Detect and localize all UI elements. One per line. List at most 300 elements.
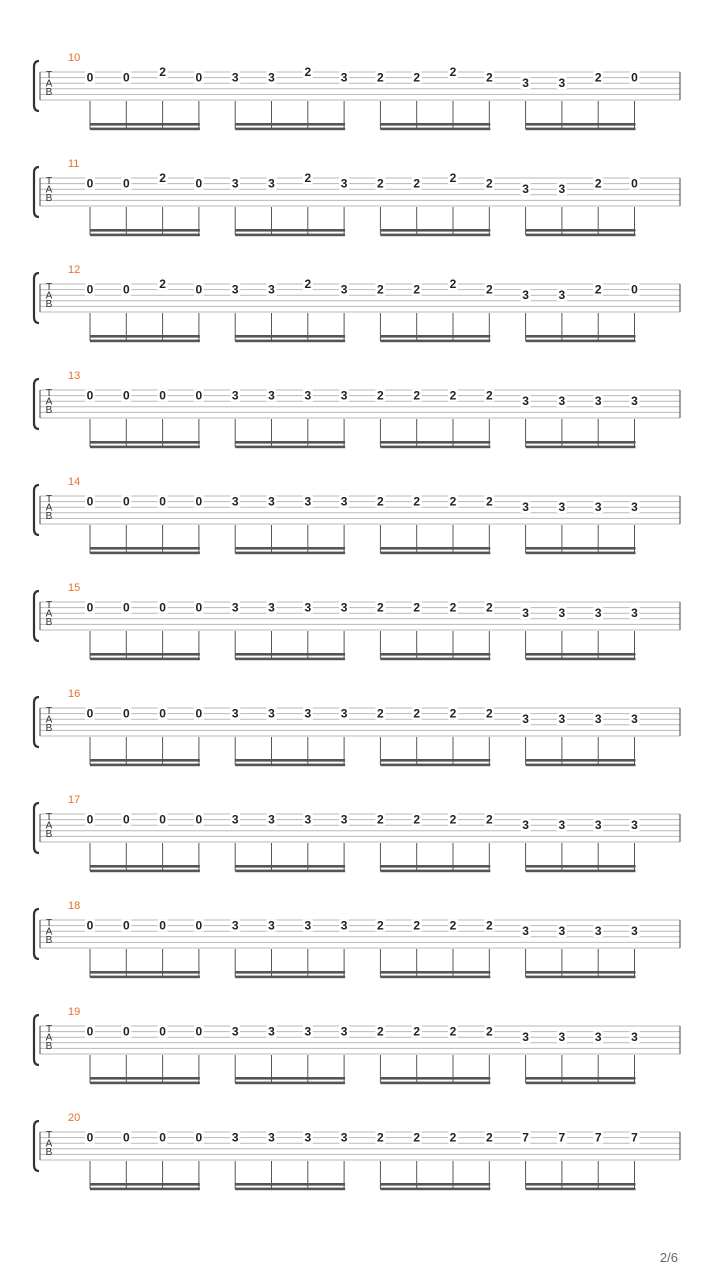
fret-number: 3 (558, 606, 566, 621)
tab-clef-letter: B (45, 193, 53, 204)
beam-lower (380, 658, 490, 661)
fret-number: 2 (377, 388, 384, 403)
fret-number: 2 (377, 918, 384, 933)
fret-number: 0 (86, 1024, 94, 1039)
fret-number: 3 (268, 918, 275, 933)
beam-lower (380, 870, 490, 873)
fret-number: 0 (195, 918, 203, 933)
fret-number: 2 (594, 282, 602, 297)
beam-upper (380, 759, 490, 762)
beam-upper (526, 229, 636, 232)
tab-clef-letter: A (45, 396, 53, 408)
tab-clef-letter: A (45, 820, 53, 832)
fret-number: 3 (558, 288, 566, 303)
fret-number: 2 (413, 388, 421, 403)
tab-clef-letter: T (45, 176, 53, 187)
fret-number: 3 (231, 1130, 239, 1145)
beam-upper (526, 971, 636, 974)
tab-clef-letter: B (45, 829, 53, 840)
fret-number: 3 (231, 918, 239, 933)
beam-lower (90, 552, 200, 555)
beam-upper (526, 547, 636, 550)
fret-number: 2 (413, 812, 421, 827)
beam-upper (526, 123, 636, 126)
fret-number: 2 (413, 282, 421, 297)
fret-number: 2 (377, 1024, 384, 1039)
fret-number: 3 (304, 1024, 312, 1039)
fret-number: 3 (340, 918, 348, 933)
fret-number: 3 (522, 818, 529, 833)
tab-clef-letter: B (45, 1041, 53, 1052)
system-bracket (34, 803, 39, 853)
fret-number: 2 (304, 277, 312, 291)
beam-lower (526, 976, 636, 979)
beam-lower (526, 1082, 636, 1085)
beam-lower (90, 658, 200, 661)
fret-number: 3 (268, 70, 275, 85)
fret-number: 0 (86, 494, 94, 509)
fret-number: 3 (268, 706, 275, 721)
fret-number: 3 (231, 600, 239, 615)
fret-number: 2 (413, 1130, 421, 1145)
fret-number: 3 (631, 924, 638, 939)
fret-number: 3 (231, 494, 239, 509)
fret-number: 0 (159, 812, 166, 827)
fret-number: 0 (195, 600, 203, 615)
fret-number: 0 (195, 706, 203, 721)
tab-clef-letter: A (45, 926, 53, 938)
fret-number: 2 (377, 282, 384, 297)
beam-lower (380, 128, 490, 131)
fret-number: 2 (159, 65, 166, 79)
fret-number: 3 (558, 76, 566, 91)
beam-lower (526, 552, 636, 555)
measure-number: 11 (68, 158, 80, 170)
fret-number: 7 (594, 1130, 602, 1145)
beam-upper (235, 971, 345, 974)
beam-lower (90, 1082, 200, 1085)
fret-number: 2 (485, 812, 493, 827)
beam-upper (526, 759, 636, 762)
fret-number: 3 (631, 394, 638, 409)
fret-number: 2 (485, 918, 493, 933)
fret-number: 3 (268, 812, 275, 827)
fret-number: 3 (594, 394, 602, 409)
fret-number: 2 (449, 171, 457, 185)
beam-lower (235, 128, 345, 131)
tab-clef-letter: A (45, 502, 53, 514)
tab-clef-letter: B (45, 617, 53, 628)
beam-upper (90, 547, 200, 550)
fret-number: 3 (304, 1130, 312, 1145)
fret-number: 2 (449, 494, 457, 509)
fret-number: 2 (413, 918, 421, 933)
beam-upper (235, 229, 345, 232)
fret-number: 2 (485, 494, 493, 509)
fret-number: 0 (122, 388, 130, 403)
fret-number: 2 (485, 1130, 493, 1145)
beam-lower (526, 870, 636, 873)
fret-number: 0 (86, 388, 94, 403)
fret-number: 2 (413, 70, 421, 85)
fret-number: 3 (268, 388, 275, 403)
beam-upper (526, 335, 636, 338)
fret-number: 3 (558, 712, 566, 727)
fret-number: 2 (449, 65, 457, 79)
fret-number: 3 (340, 1024, 348, 1039)
fret-number: 0 (86, 600, 94, 615)
beam-upper (235, 1077, 345, 1080)
beam-lower (526, 340, 636, 343)
fret-number: 2 (485, 706, 493, 721)
fret-number: 3 (558, 394, 566, 409)
tab-clef-letter: T (45, 918, 53, 929)
fret-number: 0 (159, 1024, 166, 1039)
tab-clef-letter: T (45, 70, 53, 81)
fret-number: 3 (304, 600, 312, 615)
fret-number: 3 (231, 1024, 239, 1039)
fret-number: 2 (377, 176, 384, 191)
fret-number: 2 (413, 494, 421, 509)
fret-number: 2 (485, 388, 493, 403)
fret-number: 2 (377, 812, 384, 827)
fret-number: 2 (485, 70, 493, 85)
fret-number: 0 (122, 282, 130, 297)
fret-number: 0 (631, 282, 638, 297)
fret-number: 3 (340, 70, 348, 85)
beam-upper (235, 547, 345, 550)
beam-upper (526, 653, 636, 656)
fret-number: 3 (522, 500, 529, 515)
fret-number: 3 (522, 606, 529, 621)
system-bracket (34, 379, 39, 429)
fret-number: 3 (268, 600, 275, 615)
fret-number: 0 (122, 70, 130, 85)
beam-lower (90, 234, 200, 237)
fret-number: 7 (631, 1130, 638, 1145)
fret-number: 2 (413, 176, 421, 191)
page-number: 2/6 (659, 1250, 678, 1265)
measure-number: 20 (68, 1112, 81, 1124)
fret-number: 2 (377, 600, 384, 615)
fret-number: 3 (340, 600, 348, 615)
tab-clef-letter: B (45, 723, 53, 734)
measure-number: 12 (68, 264, 81, 276)
fret-number: 2 (485, 176, 493, 191)
fret-number: 2 (449, 706, 457, 721)
system-bracket (34, 1121, 39, 1171)
fret-number: 3 (304, 388, 312, 403)
fret-number: 3 (268, 1024, 275, 1039)
tab-clef-letter: A (45, 78, 53, 90)
beam-lower (380, 234, 490, 237)
beam-lower (380, 976, 490, 979)
fret-number: 0 (159, 600, 166, 615)
beam-lower (235, 234, 345, 237)
beam-upper (526, 441, 636, 444)
beam-lower (380, 340, 490, 343)
fret-number: 0 (86, 918, 94, 933)
fret-number: 3 (522, 924, 529, 939)
fret-number: 2 (485, 1024, 493, 1039)
fret-number: 0 (195, 812, 203, 827)
fret-number: 3 (522, 1030, 529, 1045)
fret-number: 3 (304, 494, 312, 509)
fret-number: 3 (340, 388, 348, 403)
fret-number: 3 (340, 812, 348, 827)
beam-lower (235, 870, 345, 873)
measure-number: 14 (68, 476, 81, 488)
beam-upper (380, 229, 490, 232)
fret-number: 0 (159, 388, 166, 403)
fret-number: 3 (594, 1030, 602, 1045)
fret-number: 2 (413, 600, 421, 615)
tab-clef-letter: B (45, 935, 53, 946)
system-bracket (34, 591, 39, 641)
fret-number: 3 (340, 706, 348, 721)
beam-upper (380, 1077, 490, 1080)
beam-upper (380, 653, 490, 656)
beam-upper (90, 229, 200, 232)
fret-number: 3 (304, 918, 312, 933)
beam-lower (526, 234, 636, 237)
system-bracket (34, 697, 39, 747)
fret-number: 2 (449, 388, 457, 403)
tab-clef-letter: A (45, 1138, 53, 1150)
fret-number: 0 (195, 1024, 203, 1039)
fret-number: 3 (631, 818, 638, 833)
tab-clef-letter: T (45, 494, 53, 505)
fret-number: 0 (122, 600, 130, 615)
fret-number: 0 (86, 176, 94, 191)
fret-number: 2 (449, 812, 457, 827)
beam-upper (380, 335, 490, 338)
beam-lower (235, 446, 345, 449)
fret-number: 3 (231, 706, 239, 721)
fret-number: 3 (594, 500, 602, 515)
fret-number: 0 (122, 918, 130, 933)
beam-upper (235, 1183, 345, 1186)
tab-clef-letter: B (45, 511, 53, 522)
system-bracket (34, 61, 39, 111)
beam-lower (235, 764, 345, 767)
fret-number: 3 (631, 500, 638, 515)
tab-clef-letter: B (45, 299, 53, 310)
beam-lower (526, 128, 636, 131)
fret-number: 0 (631, 70, 638, 85)
system-bracket (34, 273, 39, 323)
beam-upper (380, 123, 490, 126)
measure-number: 17 (68, 794, 81, 806)
fret-number: 2 (413, 706, 421, 721)
beam-upper (235, 865, 345, 868)
fret-number: 3 (522, 394, 529, 409)
beam-lower (235, 340, 345, 343)
tab-clef-letter: B (45, 87, 53, 98)
beam-lower (235, 658, 345, 661)
fret-number: 3 (231, 388, 239, 403)
tab-clef-letter: T (45, 282, 53, 293)
beam-lower (90, 128, 200, 131)
system-bracket (34, 485, 39, 535)
beam-upper (90, 441, 200, 444)
tab-clef-letter: A (45, 714, 53, 726)
fret-number: 0 (195, 388, 203, 403)
fret-number: 3 (594, 818, 602, 833)
beam-upper (90, 865, 200, 868)
fret-number: 3 (340, 1130, 348, 1145)
fret-number: 3 (594, 924, 602, 939)
fret-number: 3 (340, 282, 348, 297)
fret-number: 0 (86, 70, 94, 85)
fret-number: 7 (558, 1130, 566, 1145)
beam-lower (380, 446, 490, 449)
system-bracket (34, 909, 39, 959)
beam-upper (90, 1183, 200, 1186)
fret-number: 2 (304, 65, 312, 79)
beam-upper (90, 335, 200, 338)
fret-number: 3 (268, 1130, 275, 1145)
fret-number: 0 (195, 70, 203, 85)
fret-number: 0 (159, 1130, 166, 1145)
tab-clef-letter: A (45, 184, 53, 196)
fret-number: 2 (377, 706, 384, 721)
beam-lower (526, 658, 636, 661)
fret-number: 0 (122, 1130, 130, 1145)
tab-clef-letter: T (45, 388, 53, 399)
beam-lower (90, 764, 200, 767)
tab-clef-letter: T (45, 600, 53, 611)
fret-number: 0 (86, 1130, 94, 1145)
beam-lower (526, 446, 636, 449)
tab-clef-letter: A (45, 1032, 53, 1044)
tab-clef-letter: T (45, 1130, 53, 1141)
fret-number: 2 (594, 176, 602, 191)
beam-upper (235, 335, 345, 338)
fret-number: 2 (159, 171, 166, 185)
fret-number: 3 (594, 606, 602, 621)
fret-number: 3 (558, 818, 566, 833)
fret-number: 3 (340, 176, 348, 191)
beam-upper (90, 653, 200, 656)
fret-number: 3 (268, 494, 275, 509)
system-bracket (34, 1015, 39, 1065)
measure-number: 13 (68, 370, 81, 382)
beam-lower (90, 446, 200, 449)
tab-clef-letter: B (45, 405, 53, 416)
fret-number: 3 (231, 176, 239, 191)
fret-number: 3 (558, 1030, 566, 1045)
fret-number: 0 (122, 494, 130, 509)
system-bracket (34, 167, 39, 217)
fret-number: 3 (594, 712, 602, 727)
fret-number: 3 (231, 812, 239, 827)
fret-number: 3 (231, 70, 239, 85)
tab-clef-letter: T (45, 706, 53, 717)
fret-number: 3 (304, 812, 312, 827)
fret-number: 0 (631, 176, 638, 191)
tab-clef-letter: A (45, 290, 53, 302)
fret-number: 0 (122, 176, 130, 191)
beam-upper (235, 759, 345, 762)
fret-number: 3 (522, 712, 529, 727)
tab-clef-letter: T (45, 812, 53, 823)
fret-number: 3 (522, 76, 529, 91)
tab-clef-letter: A (45, 608, 53, 620)
fret-number: 3 (304, 706, 312, 721)
fret-number: 3 (631, 1030, 638, 1045)
beam-upper (380, 547, 490, 550)
beam-lower (235, 1188, 345, 1191)
fret-number: 0 (159, 494, 166, 509)
beam-lower (526, 764, 636, 767)
fret-number: 3 (268, 282, 275, 297)
beam-lower (235, 1082, 345, 1085)
fret-number: 3 (558, 924, 566, 939)
fret-number: 3 (631, 606, 638, 621)
beam-upper (380, 441, 490, 444)
fret-number: 0 (195, 176, 203, 191)
fret-number: 2 (377, 1130, 384, 1145)
fret-number: 2 (377, 70, 384, 85)
beam-lower (90, 340, 200, 343)
measure-number: 10 (68, 52, 81, 64)
beam-lower (380, 1188, 490, 1191)
beam-upper (380, 971, 490, 974)
tab-clef-letter: B (45, 1147, 53, 1158)
fret-number: 0 (86, 812, 94, 827)
beam-lower (526, 1188, 636, 1191)
fret-number: 2 (159, 277, 166, 291)
beam-upper (526, 865, 636, 868)
beam-upper (380, 865, 490, 868)
fret-number: 0 (159, 706, 166, 721)
beam-lower (380, 552, 490, 555)
fret-number: 3 (340, 494, 348, 509)
beam-lower (235, 552, 345, 555)
beam-lower (90, 976, 200, 979)
measure-number: 15 (68, 582, 81, 594)
fret-number: 2 (413, 1024, 421, 1039)
beam-lower (235, 976, 345, 979)
beam-upper (235, 441, 345, 444)
fret-number: 2 (449, 918, 457, 933)
fret-number: 0 (195, 282, 203, 297)
fret-number: 2 (449, 1024, 457, 1039)
fret-number: 2 (485, 282, 493, 297)
measure-number: 19 (68, 1006, 81, 1018)
fret-number: 0 (86, 706, 94, 721)
beam-lower (90, 870, 200, 873)
fret-number: 3 (631, 712, 638, 727)
fret-number: 2 (304, 171, 312, 185)
fret-number: 0 (122, 1024, 130, 1039)
fret-number: 0 (195, 494, 203, 509)
fret-number: 2 (377, 494, 384, 509)
beam-lower (380, 1082, 490, 1085)
beam-upper (90, 123, 200, 126)
fret-number: 0 (122, 706, 130, 721)
fret-number: 7 (522, 1130, 529, 1145)
fret-number: 2 (449, 1130, 457, 1145)
tab-clef-letter: T (45, 1024, 53, 1035)
fret-number: 3 (522, 182, 529, 197)
fret-number: 0 (86, 282, 94, 297)
beam-upper (526, 1077, 636, 1080)
fret-number: 3 (558, 182, 566, 197)
fret-number: 3 (558, 500, 566, 515)
measure-number: 16 (68, 688, 81, 700)
